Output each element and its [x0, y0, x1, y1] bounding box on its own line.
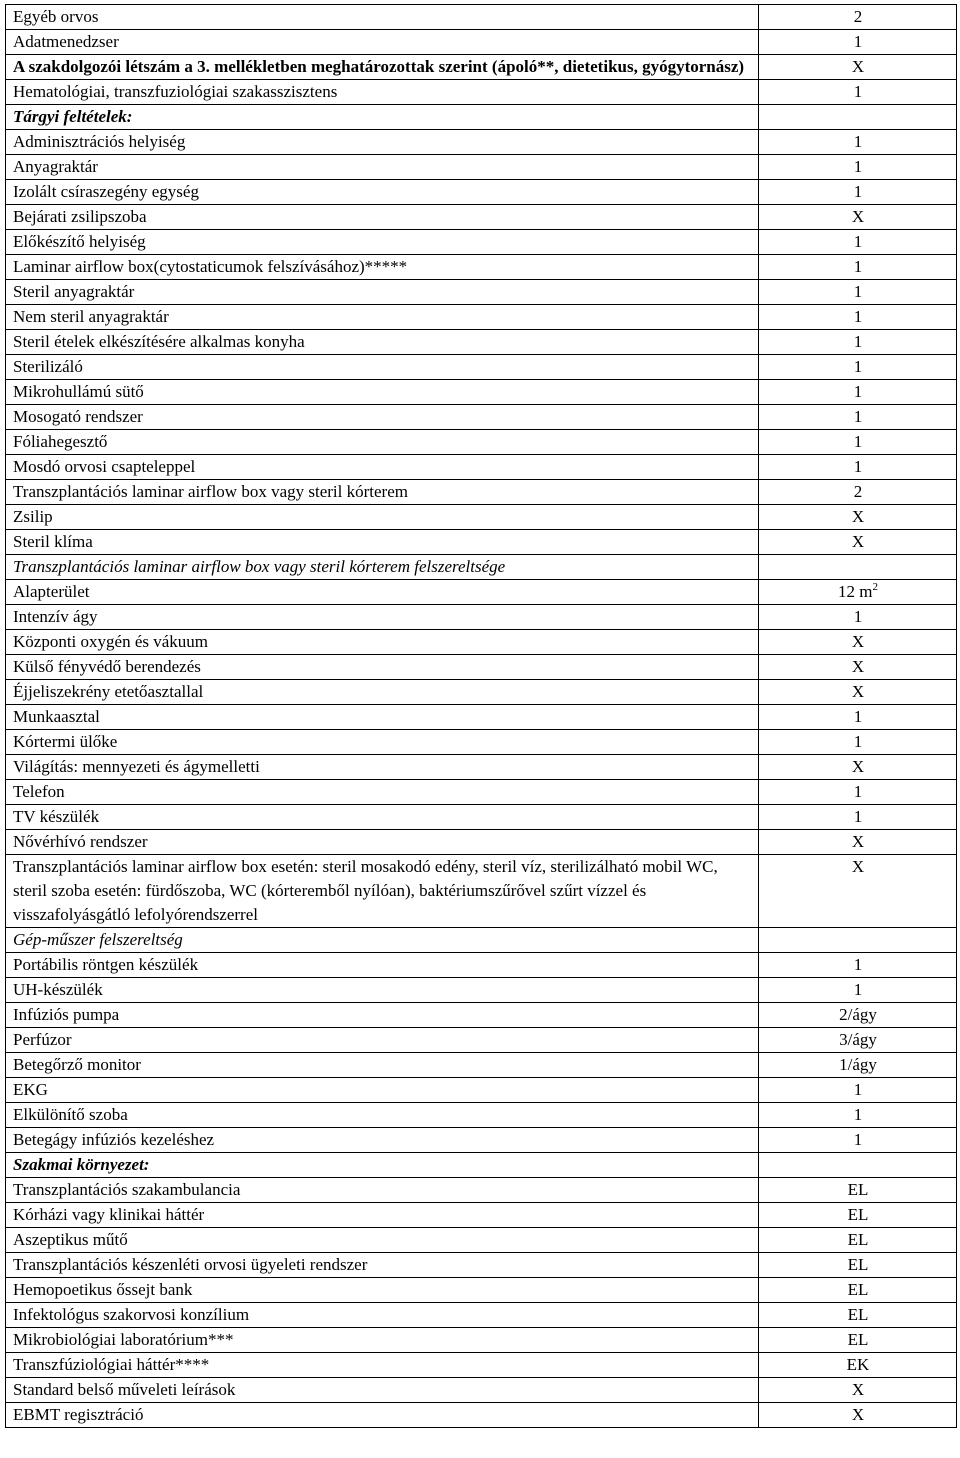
row-value	[759, 1303, 957, 1328]
table-row	[6, 780, 957, 805]
row-label: Bejárati zsilipszoba	[6, 205, 759, 230]
row-label: Telefon	[6, 780, 759, 805]
row-value	[759, 30, 957, 55]
row-label: Kórházi vagy klinikai háttér	[6, 1203, 759, 1228]
row-value	[759, 430, 957, 455]
row-label: Transzfúziológiai háttér****	[6, 1353, 759, 1378]
row-value	[759, 280, 957, 305]
row-value-text: 1	[853, 1105, 863, 1124]
row-value-text: X	[851, 632, 865, 651]
row-label: Mosdó orvosi csapteleppel	[6, 455, 759, 480]
row-label: Transzplantációs laminar airflow box esetén: steril mosakodó edény, steril víz, sterilizálható mobil WC, steril szoba esetén: fürdőszoba, WC (kórteremből nyílóan), baktériumszűrővel szűrt vízzel és visszafolyásgátló lefolyórendszerrel	[6, 855, 759, 928]
row-value	[759, 455, 957, 480]
row-value	[759, 1053, 957, 1078]
row-value-text: X	[851, 832, 865, 851]
table-row	[6, 1178, 957, 1203]
table-row	[6, 928, 957, 953]
row-value-text: 1	[853, 707, 863, 726]
row-label: Nővérhívó rendszer	[6, 830, 759, 855]
row-value-text: 1	[853, 132, 863, 151]
row-label: EBMT regisztráció	[6, 1403, 759, 1428]
row-label: Szakmai környezet:	[6, 1153, 759, 1178]
table-row	[6, 755, 957, 780]
row-label: Transzplantációs laminar airflow box vagy steril kórterem felszereltsége	[6, 555, 759, 580]
row-value	[759, 655, 957, 680]
row-value-text: EL	[847, 1230, 869, 1249]
row-value-text: 1	[853, 182, 863, 201]
row-value-text: X	[851, 682, 865, 701]
table-row	[6, 1353, 957, 1378]
table-row	[6, 1328, 957, 1353]
row-value	[759, 1403, 957, 1428]
table-row	[6, 830, 957, 855]
table-row	[6, 1128, 957, 1153]
row-value	[759, 1103, 957, 1128]
table-row	[6, 1103, 957, 1128]
row-value	[759, 1178, 957, 1203]
row-value-text: EL	[847, 1330, 869, 1349]
row-value	[759, 1253, 957, 1278]
table-row	[6, 205, 957, 230]
row-value-text: EL	[847, 1205, 869, 1224]
row-label: Transzplantációs készenléti orvosi ügyeleti rendszer	[6, 1253, 759, 1278]
table-row	[6, 1303, 957, 1328]
row-value-text: X	[851, 532, 865, 551]
row-value-text: 1	[853, 782, 863, 801]
table-row	[6, 1028, 957, 1053]
row-label: Külső fényvédő berendezés	[6, 655, 759, 680]
row-value-text: 1/ágy	[839, 1055, 877, 1074]
row-value-text: 1	[853, 357, 863, 376]
table-row	[6, 805, 957, 830]
row-value	[759, 1228, 957, 1253]
row-value-text: EL	[847, 1255, 869, 1274]
table-row	[6, 1153, 957, 1178]
row-label: TV készülék	[6, 805, 759, 830]
row-label: UH-készülék	[6, 978, 759, 1003]
table-row	[6, 978, 957, 1003]
table-row	[6, 1228, 957, 1253]
row-label: Izolált csíraszegény egység	[6, 180, 759, 205]
row-value	[759, 1353, 957, 1378]
table-row	[6, 505, 957, 530]
row-label: Steril anyagraktár	[6, 280, 759, 305]
row-value-text: EK	[846, 1355, 870, 1374]
row-value-text: 1	[853, 607, 863, 626]
row-label: Nem steril anyagraktár	[6, 305, 759, 330]
row-value	[759, 180, 957, 205]
table-row	[6, 705, 957, 730]
table-row	[6, 305, 957, 330]
row-value-text: X	[851, 57, 865, 76]
row-value	[759, 530, 957, 555]
row-value	[759, 928, 957, 953]
row-value-text: EL	[847, 1180, 869, 1199]
row-label: Laminar airflow box(cytostaticumok felszívásához)*****	[6, 255, 759, 280]
row-value	[759, 830, 957, 855]
row-label: Infektológus szakorvosi konzílium	[6, 1303, 759, 1328]
row-value-text: 1	[853, 1080, 863, 1099]
table-row	[6, 1053, 957, 1078]
table-row	[6, 1278, 957, 1303]
row-label: Hematológiai, transzfuziológiai szakasszisztens	[6, 80, 759, 105]
row-value	[759, 355, 957, 380]
row-value	[759, 205, 957, 230]
row-label: Tárgyi feltételek:	[6, 105, 759, 130]
row-value	[759, 730, 957, 755]
row-value	[759, 555, 957, 580]
table-row	[6, 630, 957, 655]
row-value-text: 1	[853, 807, 863, 826]
row-value-text: 1	[853, 232, 863, 251]
row-value-text: 1	[853, 732, 863, 751]
table-row	[6, 730, 957, 755]
row-value	[759, 305, 957, 330]
row-value-text: 1	[853, 32, 863, 51]
table-row	[6, 255, 957, 280]
row-label: Aszeptikus műtő	[6, 1228, 759, 1253]
row-value	[759, 130, 957, 155]
row-label: Munkaasztal	[6, 705, 759, 730]
row-value-text: 1	[853, 307, 863, 326]
row-value	[759, 155, 957, 180]
table-row	[6, 230, 957, 255]
row-label: Steril klíma	[6, 530, 759, 555]
row-value	[759, 978, 957, 1003]
row-label: Infúziós pumpa	[6, 1003, 759, 1028]
table-row	[6, 580, 957, 605]
row-value	[759, 630, 957, 655]
row-label: Mosogató rendszer	[6, 405, 759, 430]
row-label: Adminisztrációs helyiség	[6, 130, 759, 155]
row-value-text: X	[851, 857, 865, 876]
requirements-table	[5, 4, 957, 1428]
row-label: Előkészítő helyiség	[6, 230, 759, 255]
row-value-text: 1	[853, 382, 863, 401]
row-value-text: EL	[847, 1305, 869, 1324]
row-label: A szakdolgozói létszám a 3. mellékletben meghatározottak szerint (ápoló**, dietetikus, gyógytornász)	[6, 55, 759, 80]
table-row	[6, 330, 957, 355]
table-row	[6, 680, 957, 705]
row-value	[759, 1278, 957, 1303]
row-value-text: 2	[853, 7, 863, 26]
row-value-text: X	[851, 1405, 865, 1424]
table-row	[6, 180, 957, 205]
row-label: Sterilizáló	[6, 355, 759, 380]
row-label: Standard belső műveleti leírások	[6, 1378, 759, 1403]
table-row	[6, 953, 957, 978]
row-value	[759, 1378, 957, 1403]
row-value	[759, 480, 957, 505]
table-row	[6, 155, 957, 180]
table-row	[6, 355, 957, 380]
table-row	[6, 1253, 957, 1278]
table-row	[6, 455, 957, 480]
row-value	[759, 605, 957, 630]
requirements-table-body	[6, 5, 957, 1428]
row-value	[759, 1028, 957, 1053]
row-value	[759, 780, 957, 805]
row-label: Kórtermi ülőke	[6, 730, 759, 755]
row-label: Betegőrző monitor	[6, 1053, 759, 1078]
table-row	[6, 530, 957, 555]
row-value-text: 1	[853, 955, 863, 974]
row-value	[759, 255, 957, 280]
row-label: Steril ételek elkészítésére alkalmas konyha	[6, 330, 759, 355]
row-label: Mikrobiológiai laboratórium***	[6, 1328, 759, 1353]
row-value	[759, 680, 957, 705]
row-label: Elkülönítő szoba	[6, 1103, 759, 1128]
row-value	[759, 1203, 957, 1228]
row-label: Zsilip	[6, 505, 759, 530]
row-value-text: 1	[853, 1130, 863, 1149]
row-value	[759, 705, 957, 730]
row-value	[759, 580, 957, 605]
row-value	[759, 1003, 957, 1028]
table-row	[6, 105, 957, 130]
row-label: Transzplantációs laminar airflow box vagy steril kórterem	[6, 480, 759, 505]
row-value-text: 3/ágy	[839, 1030, 877, 1049]
row-value	[759, 55, 957, 80]
table-row	[6, 655, 957, 680]
row-value-text: 1	[853, 980, 863, 999]
row-value	[759, 755, 957, 780]
row-label: Alapterület	[6, 580, 759, 605]
row-label: Intenzív ágy	[6, 605, 759, 630]
table-row	[6, 1003, 957, 1028]
row-value-text: 1	[853, 457, 863, 476]
row-value	[759, 5, 957, 30]
table-row	[6, 80, 957, 105]
row-value	[759, 505, 957, 530]
row-label: Transzplantációs szakambulancia	[6, 1178, 759, 1203]
row-value	[759, 855, 957, 928]
row-label: Portábilis röntgen készülék	[6, 953, 759, 978]
row-value	[759, 405, 957, 430]
table-row	[6, 380, 957, 405]
row-value-text: X	[851, 1380, 865, 1399]
table-row	[6, 555, 957, 580]
table-row	[6, 130, 957, 155]
table-row	[6, 1378, 957, 1403]
row-value	[759, 1153, 957, 1178]
row-value	[759, 805, 957, 830]
row-value	[759, 330, 957, 355]
row-label: Egyéb orvos	[6, 5, 759, 30]
row-value-text: 1	[853, 157, 863, 176]
table-row	[6, 5, 957, 30]
row-value-text: 1	[853, 407, 863, 426]
row-value	[759, 1328, 957, 1353]
table-row	[6, 605, 957, 630]
row-value-text: 1	[853, 332, 863, 351]
row-label: Központi oxygén és vákuum	[6, 630, 759, 655]
table-row	[6, 855, 957, 928]
row-value	[759, 953, 957, 978]
table-row	[6, 1403, 957, 1428]
row-label: Adatmenedzser	[6, 30, 759, 55]
row-label: Anyagraktár	[6, 155, 759, 180]
table-row	[6, 30, 957, 55]
row-label: Mikrohullámú sütő	[6, 380, 759, 405]
row-value	[759, 1078, 957, 1103]
row-value	[759, 1128, 957, 1153]
row-value-text: 1	[853, 432, 863, 451]
table-row	[6, 1078, 957, 1103]
row-value-text: 1	[853, 257, 863, 276]
row-value	[759, 380, 957, 405]
row-label: Fóliahegesztő	[6, 430, 759, 455]
row-label: Hemopoetikus őssejt bank	[6, 1278, 759, 1303]
row-value-text: 2	[853, 482, 863, 501]
row-label: EKG	[6, 1078, 759, 1103]
row-value	[759, 80, 957, 105]
row-value-text: X	[851, 757, 865, 776]
row-value-text: EL	[847, 1280, 869, 1299]
row-label: Gép-műszer felszereltség	[6, 928, 759, 953]
row-label: Perfúzor	[6, 1028, 759, 1053]
table-row	[6, 405, 957, 430]
row-value-text: X	[851, 657, 865, 676]
row-label: Betegágy infúziós kezeléshez	[6, 1128, 759, 1153]
row-value-superscript: 2	[872, 581, 878, 593]
row-value-text: 2/ágy	[839, 1005, 877, 1024]
table-row	[6, 55, 957, 80]
row-value-text: X	[851, 207, 865, 226]
row-value	[759, 230, 957, 255]
row-label: Világítás: mennyezeti és ágymelletti	[6, 755, 759, 780]
table-row	[6, 430, 957, 455]
row-value-text: 1	[853, 282, 863, 301]
row-value	[759, 105, 957, 130]
row-value-text: X	[851, 507, 865, 526]
row-value-text: 1	[853, 82, 863, 101]
table-row	[6, 1203, 957, 1228]
row-label: Éjjeliszekrény etetőasztallal	[6, 680, 759, 705]
table-row	[6, 480, 957, 505]
row-value-text: 12 m	[838, 582, 873, 601]
table-row	[6, 280, 957, 305]
